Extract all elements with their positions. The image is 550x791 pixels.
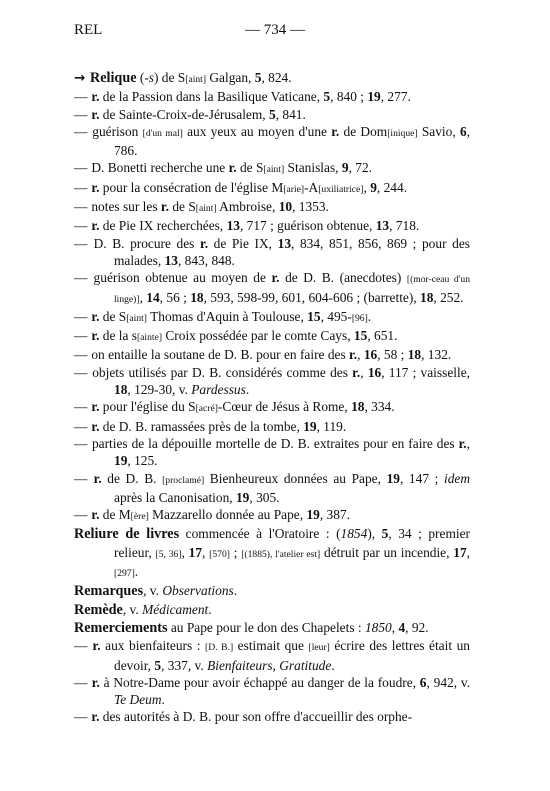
entry-text: , 717 ; guérison obtenue, [239,218,376,234]
volume-number: r. [91,179,100,195]
editorial-insertion: [297] [114,568,135,580]
volume-number: 9 [341,160,349,176]
entry-text: ) de S [154,70,186,85]
entry-text: de Dom [339,123,388,139]
entry-text: . [367,308,372,324]
entry-text: , 72. [348,160,372,176]
entry-text: de S [99,308,127,324]
entry-text: , 593, 598-99, 601, 604-606 ; (barrette), [203,289,421,305]
volume-number: 19 [303,418,317,434]
entry-text: de D. B. [101,470,163,486]
index-sub-entry [74,346,470,363]
entry-text: , 119. [316,418,347,434]
volume-number: r. [331,123,340,139]
italic-text: Observations [162,583,234,599]
index-sub-entry [74,123,470,160]
entry-text: , 834, 851, 856, 869 ; pour des malades, [114,235,470,268]
entry-text: après la Canonisation, [114,489,236,505]
volume-number: r. [349,347,358,363]
entry-text: , 786. [114,123,470,159]
entry-text: Savio, [417,123,460,139]
editorial-insertion: [D. B.] [205,642,234,654]
italic-text: Gratitude [279,657,332,673]
volume-number: 15 [307,308,321,324]
entry-dash: — [74,179,88,195]
volume-number: r. [91,308,100,324]
volume-number: r. [91,507,100,523]
volume-number: 9 [370,179,377,195]
italic-text: Médicament [142,601,209,617]
entry-text: , 718. [389,218,420,234]
entry-dash: — [74,347,88,363]
entry-text: . [233,583,238,599]
entry-text: , 117 ; vaisselle, [381,364,470,380]
entry-text: , [391,619,399,635]
index-sub-entry [74,235,470,270]
index-heading-entry [74,619,470,637]
entry-dash: — [74,308,88,324]
entry-text: Mazzarello donnée au Pape, [148,507,307,523]
volume-number: r. [93,470,102,486]
editorial-insertion: [ère] [130,511,149,523]
volume-number: r. [91,106,100,122]
entry-text: aux yeux au moyen d'une [182,123,332,139]
editorial-insertion: [d'un mal] [142,127,183,139]
index-sub-entry [74,179,470,198]
volume-number: r. [199,235,209,251]
entry-text: , 387. [319,507,350,523]
entry-text: -A [304,179,319,195]
entry-text: à Notre-Dame pour avoir échappé au danger de la foudre, [99,674,420,690]
entry-text: Croix possédée par le comte Cays, [162,328,354,344]
entry-text: , 305. [249,489,280,505]
entry-text: , 244. [376,179,408,195]
entry-text: guérison [92,123,143,139]
entry-text: de Pie IX recherchées, [99,218,227,234]
entry-dash: — [74,435,88,451]
italic-text: Bienfaiteurs [207,657,273,673]
index-sub-entry [74,269,470,308]
entry-text: , 252. [433,289,464,305]
entry-text: . [331,657,335,673]
entry-text: détruit par un incendie, [320,544,454,560]
entry-text: de D. B. ramassées près de la tombe, [99,418,304,434]
entry-text: guérison obtenue au moyen de [93,270,272,286]
volume-number: 18 [190,289,204,305]
italic-text: Pardessus [191,382,246,398]
entry-text: , 58 ; [377,347,408,363]
entry-text: estimait que [233,638,309,654]
index-sub-entry [74,506,470,525]
entry-text: , 495- [320,308,352,324]
index-sub-entry [74,88,470,105]
entry-text: , 824. [261,70,292,85]
entry-text: Ambroise, [216,199,279,215]
entry-text: Thomas d'Aquin à Toulouse, [147,308,308,324]
entry-text: de S [236,160,264,176]
entry-text: notes sur les [91,199,161,215]
index-sub-entry [74,106,470,123]
volume-number: r. [91,674,100,690]
volume-number: 5 [381,526,389,542]
entry-text: Galgan, [206,70,255,85]
editorial-insertion: [aint] [126,312,147,324]
volume-number: r. [91,418,100,434]
editorial-insertion: [inique] [387,127,418,139]
volume-number: r. [91,328,100,344]
entry-text: de Sainte-Croix-de-Jérusalem, [99,106,269,122]
volume-number: r. [352,364,361,380]
entry-text: , 840 ; [330,89,368,105]
entry-text: D. B. procure des [93,235,200,251]
entry-text: Stanislas, [284,160,342,176]
entry-dash: — [74,364,88,380]
volume-number: 17 [453,544,467,560]
index-sub-entry [74,198,470,217]
volume-number: 6 [459,123,467,139]
entry-text: ), [367,526,382,542]
entry-text: , [466,435,470,451]
entry-text: , [363,179,371,195]
entry-text: , 34 ; premier relieur, [114,526,470,560]
entry-text: ; [229,544,242,560]
volume-number: 19 [235,489,250,505]
entry-text: , [272,657,280,673]
entry-dash: — [74,638,88,654]
index-sub-entry [74,435,470,470]
entry-dash: — [74,507,88,523]
entry-dash: — [74,418,88,434]
entry-text: objets utilisés par D. B. considérés comme des [92,364,353,380]
entry-text: , [139,289,147,305]
volume-number: 19 [386,470,400,486]
volume-number: r. [228,160,237,176]
entry-dash: — [74,89,88,105]
italic-text: 1850 [364,619,392,635]
entry-text: , 277. [380,89,411,105]
entry-text: on entaille la soutane de D. B. pour en faire des [91,347,350,363]
index-heading-entry [74,69,470,88]
section-label: REL [74,22,103,38]
editorial-insertion: [uxiliatrice] [318,183,364,195]
volume-number: r. [91,399,100,415]
volume-number: 18 [351,399,365,415]
entry-text: de la s [99,328,137,344]
italic-text: -s [144,70,154,85]
entry-text: pour l'église du S [99,399,196,415]
volume-number: 13 [277,235,292,251]
entry-text: . [161,692,165,708]
entry-text: , 132. [421,347,452,363]
volume-number: 5 [254,70,262,85]
running-header [74,22,476,42]
volume-number: r. [91,218,100,234]
editorial-insertion: [aint] [263,164,285,176]
entry-dash: — [74,218,88,234]
volume-number: 16 [363,347,378,363]
editorial-insertion: [aint] [185,74,207,85]
entry-text: , [202,544,210,560]
entry-text: de la Passion dans la Basilique Vaticane, [99,89,324,105]
volume-number: 5 [268,106,276,122]
entry-text: ( [136,70,145,85]
entry-text: , 129-30, v. [127,382,192,398]
entry-text: Bienheureux données au Pape, [204,470,387,486]
entry-text: pour la consécration de l'église M [99,179,284,195]
index-sub-entry [74,308,470,327]
entry-text: de Pie IX, [208,235,278,251]
volume-number: 18 [114,382,128,398]
volume-number: 17 [188,544,203,560]
index-heading-entry [74,601,470,619]
entry-text: au Pape pour le don des Chapelets : [167,619,365,635]
volume-number: 6 [419,674,427,690]
editorial-insertion: [leur] [308,642,330,654]
entry-headword: Remerciements [74,619,168,636]
entry-dash: — [74,199,88,215]
italic-text: 1854 [340,526,368,542]
entry-text: , 651. [367,328,398,344]
index-sub-entry [74,418,470,435]
editorial-insertion: [96] [351,312,368,324]
entry-text: de S [168,199,196,215]
italic-text: Te Deum [114,692,162,708]
volume-number: 13 [375,218,390,234]
entry-text: . [245,382,250,398]
entry-text: , 147 ; [399,470,444,486]
volume-number: 18 [407,347,422,363]
entry-headword: Reliure de livres [74,526,180,543]
volume-number: 19 [367,89,381,105]
volume-number: 4 [398,619,406,635]
entry-dash: — [74,160,88,176]
index-sub-entry [74,470,470,507]
volume-number: r. [92,638,101,654]
editorial-insertion: [ainte] [136,332,163,344]
volume-number: 18 [420,289,434,305]
page-number: — 734 — [245,22,305,38]
editorial-insertion: [arie] [283,183,305,195]
index-sub-entry [74,708,470,725]
entry-text: , v. [122,601,143,617]
entry-dash: — [74,328,88,344]
volume-number: r. [458,435,467,451]
volume-number: r. [160,199,169,215]
entry-text: , [181,544,189,560]
entry-text: , 337, v. [161,657,208,673]
volume-number: 15 [353,328,368,344]
entry-dash: — [74,235,88,251]
entry-text: D. Bonetti recherche une [91,160,229,176]
entry-dash: — [74,399,88,415]
italic-text: idem [443,470,470,486]
index-sub-entry [74,159,470,178]
entry-text: , 125. [127,453,158,469]
editorial-insertion: [5, 36] [155,548,182,560]
volume-number: 16 [367,364,382,380]
entry-text: , [466,544,470,560]
editorial-insertion: [(mor-ceau d'un linge)] [114,274,471,305]
index-sub-entry [74,674,470,709]
entry-dash: — [74,470,88,486]
editorial-insertion: [aint] [195,203,217,215]
entry-headword: Remède [74,601,123,618]
entry-dash: — [74,709,88,725]
volume-number: 5 [154,657,162,673]
index-sub-entry [74,364,470,399]
index-heading-entry [74,525,470,582]
entry-text: , 56 ; [159,289,191,305]
volume-number: 13 [226,218,240,234]
entry-text: , 841. [275,106,306,122]
volume-number: 14 [146,289,160,305]
volume-number: r. [91,709,100,725]
entry-dash: — [74,106,88,122]
index-sub-entry [74,398,470,417]
entry-text: , [357,347,364,363]
entry-text: , 92. [405,619,429,635]
index-sub-entry [74,637,470,674]
volume-number: r. [271,270,280,286]
volume-number: 10 [278,199,293,215]
editorial-insertion: [570] [209,548,230,560]
index-entries [74,69,470,726]
volume-number: 13 [164,252,178,268]
entry-text: , 1353. [292,199,329,215]
editorial-insertion: [proclamé] [162,474,205,486]
entry-text: des autorités à D. B. pour son offre d'accueillir des orphe- [99,709,413,725]
entry-text: , 334. [364,399,395,415]
entry-text: . [208,601,212,617]
entry-text: -Cœur de Jésus à Rome, [217,399,352,415]
entry-text: , 942, v. [426,674,470,690]
volume-number: 5 [323,89,331,105]
index-heading-entry [74,582,470,600]
index-sub-entry [74,327,470,346]
arrow-right-icon: → [74,71,86,86]
entry-dash: — [74,123,88,139]
entry-text: . [134,564,139,580]
entry-text: de D. B. (anecdotes) [279,270,407,286]
volume-number: 19 [306,507,320,523]
entry-text: écrire des lettres était un devoir, [114,638,470,673]
volume-number: r. [91,89,100,105]
editorial-insertion: [(1885), l'atelier est] [241,548,321,560]
entry-headword: Relique [90,70,137,86]
entry-text: parties de la dépouille mortelle de D. B. extraites pour en faire des [91,435,459,451]
entry-dash: — [74,674,88,690]
entry-headword: Remarques [74,583,144,600]
entry-text: , [360,364,368,380]
entry-text: aux bienfaiteurs : [100,638,206,654]
entry-text: , 843, 848. [177,252,235,268]
entry-text: , v. [143,583,163,599]
editorial-insertion: [acré] [195,403,218,415]
entry-text: commencée à l'Oratoire : ( [179,526,341,542]
index-sub-entry [74,217,470,234]
entry-dash: — [74,270,88,286]
entry-text: de M [99,507,131,523]
volume-number: 19 [114,453,128,469]
